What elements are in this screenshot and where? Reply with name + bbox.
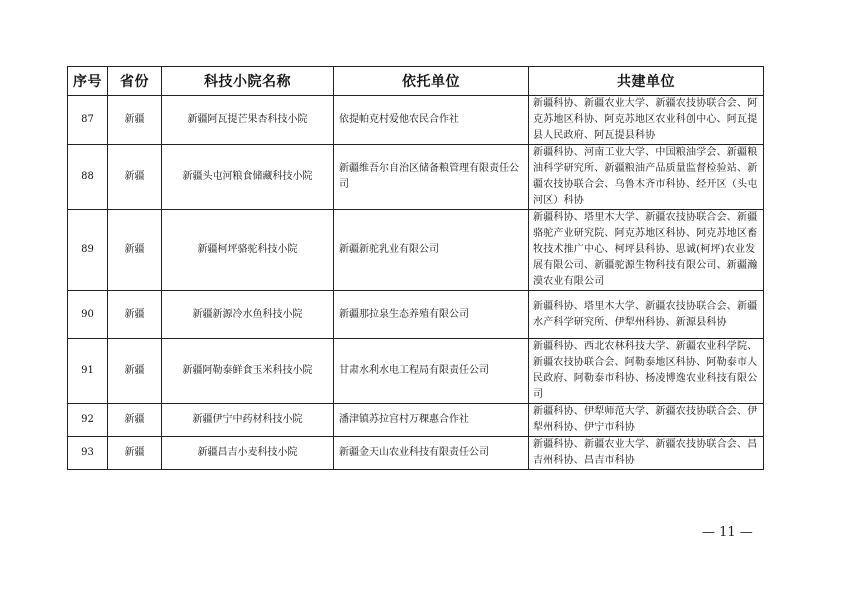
row-province: 新疆 <box>108 145 162 210</box>
table-row <box>68 339 764 404</box>
header-province: 省份 <box>108 67 162 96</box>
table-row <box>68 96 764 145</box>
row-province: 新疆 <box>108 291 162 339</box>
table-row <box>68 437 764 470</box>
row-number: 93 <box>68 437 108 470</box>
row-host-unit: 甘肃水利水电工程局有限责任公司 <box>334 339 529 404</box>
row-co-build-units: 新疆科协、塔里木大学、新疆农技协联合会、新疆水产科学研究所、伊犁州科协、新源县科协 <box>529 291 764 339</box>
science-courtyard-table <box>67 66 764 470</box>
row-province: 新疆 <box>108 437 162 470</box>
row-number: 87 <box>68 96 108 145</box>
header-host-unit: 依托单位 <box>334 67 529 96</box>
row-co-build-units: 新疆科协、伊犁师范大学、新疆农技协联合会、伊犁州科协、伊宁市科协 <box>529 404 764 437</box>
row-courtyard-name: 新疆昌吉小麦科技小院 <box>162 437 334 470</box>
row-host-unit: 新疆新驼乳业有限公司 <box>334 210 529 291</box>
row-number: 91 <box>68 339 108 404</box>
row-host-unit: 依提帕克村爱他农民合作社 <box>334 96 529 145</box>
table-row <box>68 145 764 210</box>
table-row <box>68 291 764 339</box>
row-province: 新疆 <box>108 404 162 437</box>
row-co-build-units: 新疆科协、河南工业大学、中国粮油学会、新疆粮油科学研究所、新疆粮油产品质量监督检验站、新疆农技协联合会、乌鲁木齐市科协、经开区（头屯河区）科协 <box>529 145 764 210</box>
row-number: 90 <box>68 291 108 339</box>
row-province: 新疆 <box>108 96 162 145</box>
row-host-unit: 新疆维吾尔自治区储备粮管理有限责任公司 <box>334 145 529 210</box>
row-courtyard-name: 新疆阿瓦提芒果杏科技小院 <box>162 96 334 145</box>
row-number: 88 <box>68 145 108 210</box>
table-row <box>68 210 764 291</box>
row-host-unit: 新疆那拉泉生态养殖有限公司 <box>334 291 529 339</box>
table-row <box>68 404 764 437</box>
row-co-build-units: 新疆科协、塔里木大学、新疆农技协联合会、新疆骆驼产业研究院、阿克苏地区科协、阿克苏地区畜牧技术推广中心、柯坪县科协、思诚(柯坪)农业发展有限公司、新疆驼源生物科技有限公司、新疆瀚漠农业有限公司 <box>529 210 764 291</box>
header-co-build-units: 共建单位 <box>529 67 764 96</box>
row-province: 新疆 <box>108 339 162 404</box>
row-host-unit: 潘津镇苏拉宫村万稞惠合作社 <box>334 404 529 437</box>
row-co-build-units: 新疆科协、西北农林科技大学、新疆农业科学院、新疆农技协联合会、阿勒泰地区科协、阿勒泰市人民政府、阿勒泰市科协、杨凌博逸农业科技有限公司 <box>529 339 764 404</box>
row-courtyard-name: 新疆新源冷水鱼科技小院 <box>162 291 334 339</box>
row-co-build-units: 新疆科协、新疆农业大学、新疆农技协联合会、昌吉州科协、昌吉市科协 <box>529 437 764 470</box>
row-courtyard-name: 新疆伊宁中药材科技小院 <box>162 404 334 437</box>
header-number: 序号 <box>68 67 108 96</box>
page-number: — 11 — <box>702 525 753 540</box>
row-courtyard-name: 新疆头屯河粮食储藏科技小院 <box>162 145 334 210</box>
row-courtyard-name: 新疆阿勒泰鲜食玉米科技小院 <box>162 339 334 404</box>
row-host-unit: 新疆金天山农业科技有限责任公司 <box>334 437 529 470</box>
row-number: 92 <box>68 404 108 437</box>
row-co-build-units: 新疆科协、新疆农业大学、新疆农技协联合会、阿克苏地区科协、阿克苏地区农业科创中心、阿瓦提县人民政府、阿瓦提县科协 <box>529 96 764 145</box>
row-province: 新疆 <box>108 210 162 291</box>
table-header-row <box>68 67 764 96</box>
row-courtyard-name: 新疆柯坪骆驼科技小院 <box>162 210 334 291</box>
row-number: 89 <box>68 210 108 291</box>
header-courtyard-name: 科技小院名称 <box>162 67 334 96</box>
